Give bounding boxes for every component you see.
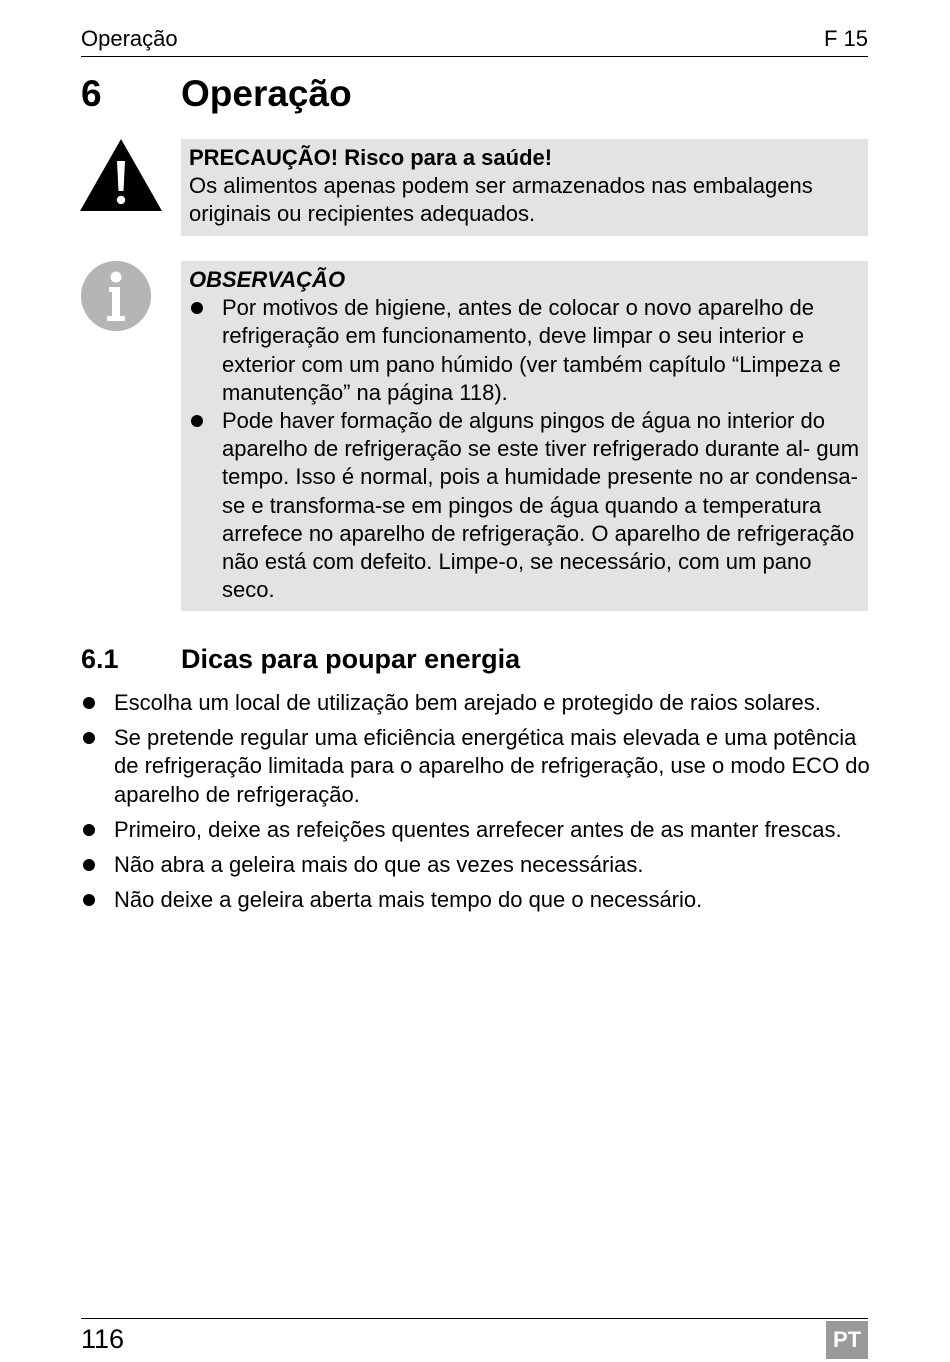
note-item (189, 294, 860, 407)
note-item-text: Por motivos de higiene, antes de colocar o novo aparelho de refrigeração em funcionamento, deve limpar o seu interior e exterior com um pano húmido (ver também capítulo “Limpeza e manutenção” na página 118). (222, 295, 841, 405)
chapter-title: Operação (181, 73, 352, 114)
tip-text: Escolha um local de utilização bem arejado e protegido de raios solares. (114, 690, 821, 715)
tip-text: Se pretende regular uma eficiência energética mais elevada e uma potência de refrigeração limitada para o aparelho de refrigeração, use o modo ECO do aparelho de refrigeração. (114, 725, 870, 807)
info-icon (80, 260, 152, 332)
note-heading: OBSERVAÇÃO (189, 267, 346, 292)
caution-heading: PRECAUÇÃO! Risco para a saúde! (189, 145, 553, 170)
bullet-icon (191, 302, 203, 314)
bullet-icon (83, 894, 95, 906)
page-footer (81, 1318, 868, 1359)
list-item (81, 816, 871, 844)
list-item (81, 689, 871, 717)
page-number: 116 (81, 1324, 125, 1354)
tip-text: Não abra a geleira mais do que as vezes necessárias. (114, 852, 644, 878)
tip-text: Primeiro, deixe as refeições quentes arrefecer antes de as manter frescas. (114, 816, 842, 842)
note-item-text: Pode haver formação de alguns pingos de água no interior do aparelho de refrigeração se este tiver refrigerado durante al- gum tempo. Isso é normal, pois a humidade presente no ar condensa-se e transforma-se em pingos de água quando a temperatura arrefece no aparelho de refrigeração. O aparelho de refrigeração não está com defeito. Limpe-o, se necessário, com um pano seco. (222, 408, 860, 603)
energy-tips-list (81, 689, 871, 921)
caution-text: Os alimentos apenas podem ser armazenados nas embalagens originais ou recipientes adequados. (189, 173, 813, 227)
list-item (81, 724, 871, 809)
list-item (81, 886, 871, 914)
bullet-icon (191, 415, 203, 427)
language-badge: PT (826, 1321, 868, 1359)
bullet-icon (83, 859, 95, 871)
page-header (81, 26, 868, 57)
header-section-title: Operação (81, 26, 178, 51)
tip-text: Não deixe a geleira aberta mais tempo do que o necessário. (114, 887, 703, 913)
note-box (181, 261, 868, 611)
bullet-icon (83, 697, 95, 709)
bullet-icon (83, 732, 95, 744)
section-number: 6.1 (81, 644, 119, 674)
header-model: F 15 (823, 26, 868, 51)
bullet-icon (83, 824, 95, 836)
chapter-number: 6 (81, 73, 102, 114)
section-title: Dicas para poupar energia (181, 644, 521, 674)
note-item (189, 407, 860, 604)
note-list (189, 294, 860, 604)
list-item (81, 851, 871, 879)
caution-box (181, 139, 868, 236)
warning-triangle-icon (80, 139, 162, 211)
